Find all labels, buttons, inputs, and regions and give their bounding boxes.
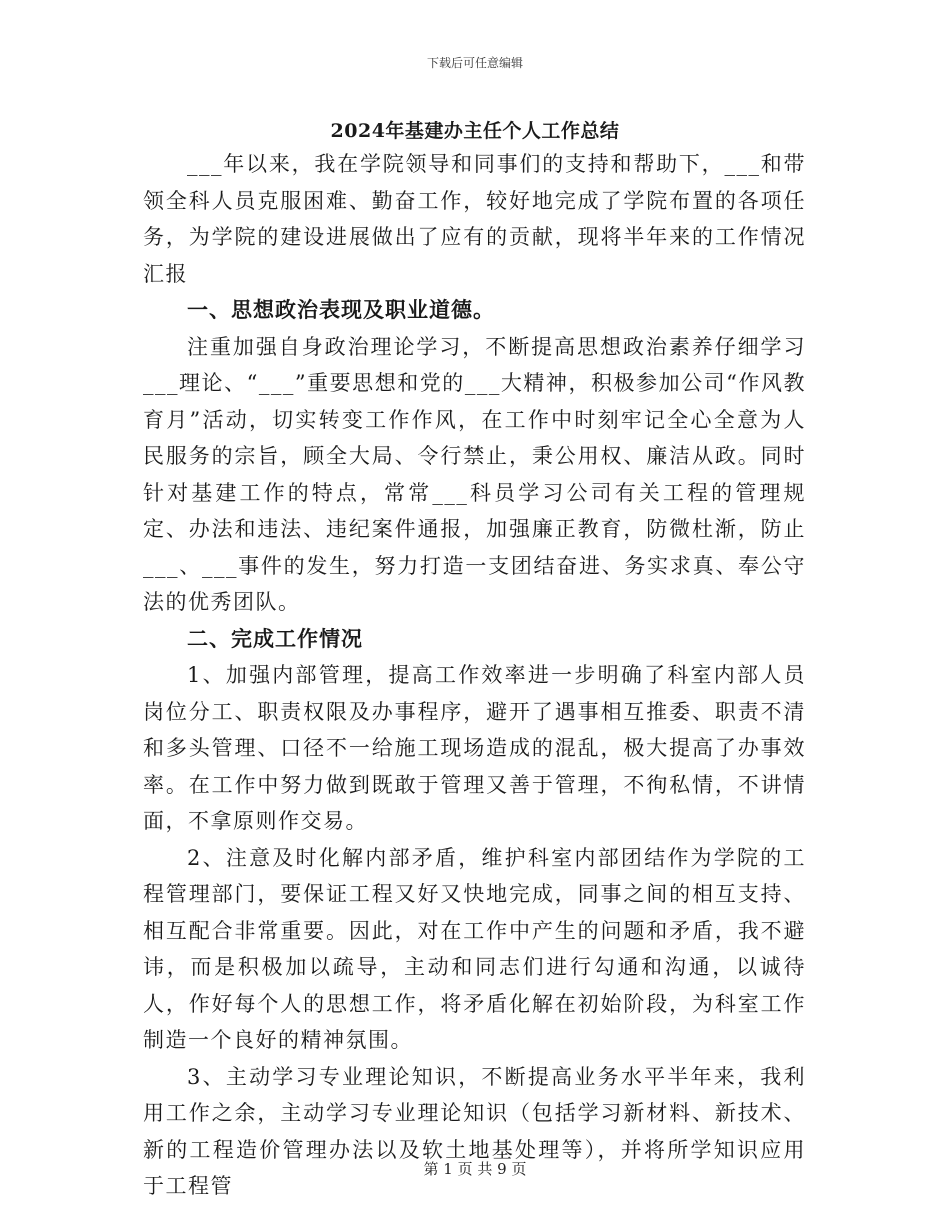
section-heading-2: 二、完成工作情况 xyxy=(187,625,363,651)
item-2-paragraph: 2、注意及时化解内部矛盾，维护科室内部团结作为学院的工程管理部门，要保证工程又好又快地完成，同事之间的相互支持、相互配合非常重要。因此，对在工作中产生的问题和矛盾，我不避讳，而是积极加以疏导，主动和同志们进行勾通和沟通，以诚待人，作好每个人的思想工作，将矛盾化解在初始阶段，为科室工作制造一个良好的精神氛围。 xyxy=(143,845,806,1052)
document-title: 2024年基建办主任个人工作总结 xyxy=(330,120,620,142)
section-heading-1: 一、思想政治表现及职业道德。 xyxy=(187,297,495,322)
intro-paragraph: ___年以来，我在学院领导和同事们的支持和帮助下，___和带领全科人员克服困难、勤奋工作，较好地完成了学院布置的各项任务，为学院的建设进展做出了应有的贡献，现将半年来的工作情况汇报 xyxy=(143,152,806,286)
header-note: 下载后可任意编辑 xyxy=(426,56,523,70)
page-number: 第 1 页 共 9 页 xyxy=(423,1160,527,1178)
document-body xyxy=(143,146,806,1205)
item-3-paragraph: 3、主动学习专业理论知识，不断提高业务水平半年来，我利用工作之余，主动学习专业理论知识（包括学习新材料、新技术、新的工程造价管理办法以及软土地基处理等），并将所学知识应用于工程管 xyxy=(143,1064,806,1198)
item-1-paragraph: 1、加强内部管理，提高工作效率进一步明确了科室内部人员岗位分工、职责权限及办事程序，避开了遇事相互推委、职责不清和多头管理、口径不一给施工现场造成的混乱，极大提高了办事效率。在工作中努力做到既敢于管理又善于管理，不徇私情，不讲情面，不拿原则作交易。 xyxy=(143,663,806,833)
section-1-paragraph: 注重加强自身政治理论学习，不断提高思想政治素养仔细学习___理论、“___”重要思想和党的___大精神，积极参加公司“作风教育月”活动，切实转变工作作风，在工作中时刻牢记全心全意为人民服务的宗旨，顾全大局、令行禁止，秉公用权、廉洁从政。同时针对基建工作的特点，常常___科员学习公司有关工程的管理规定、办法和违法、违纪案件通报，加强廉正教育，防微杜渐，防止___、___事件的发生，努力打造一支团结奋进、务实求真、奉公守法的优秀团队。 xyxy=(143,334,806,614)
